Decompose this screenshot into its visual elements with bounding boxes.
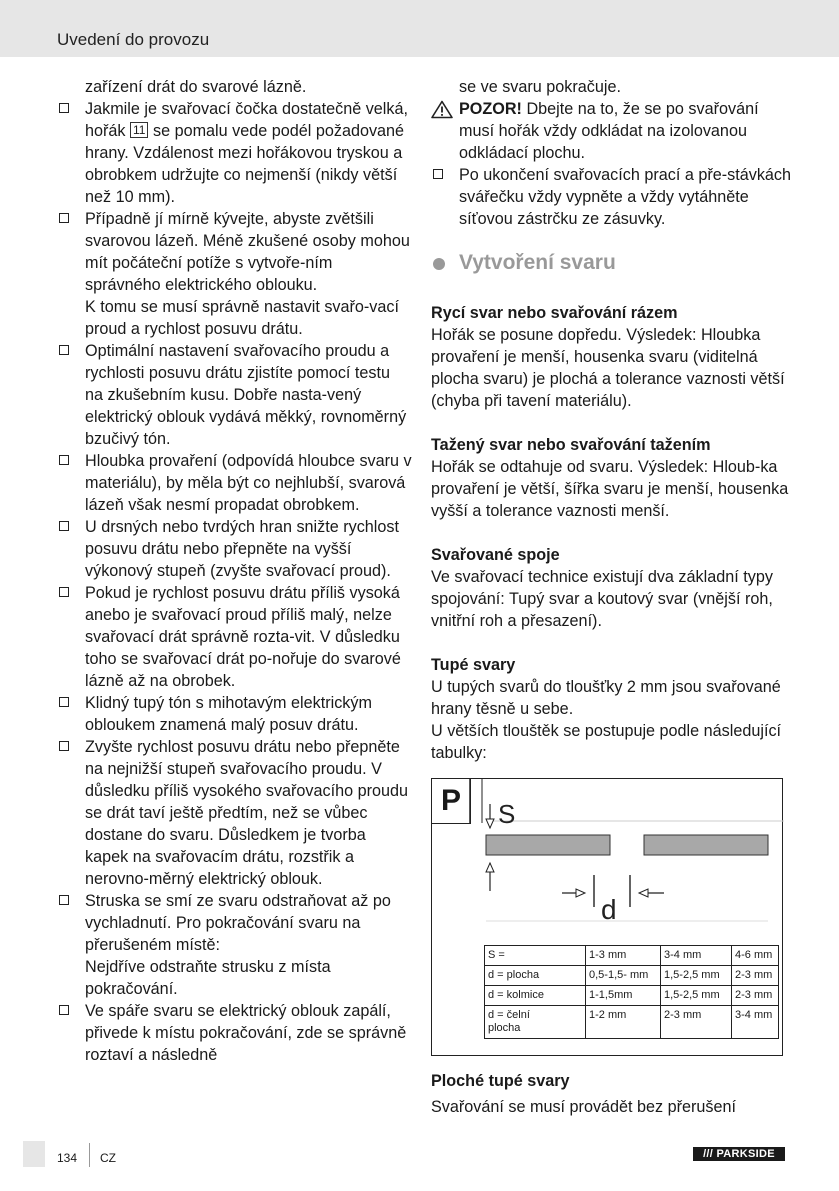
footer-tab-marker — [23, 1141, 45, 1167]
table-cell: 3-4 mm — [732, 1006, 779, 1039]
checkbox-bullet-icon — [433, 169, 443, 179]
butt-weld-figure — [431, 778, 783, 1056]
list-text: se pomalu vede podél požadované hrany. Vzdálenost mezi hořákovou tryskou a obrobkem udržujte co nejmenší (nikdy větší než 10 mm). — [85, 122, 405, 206]
table-cell: d = plocha — [485, 966, 586, 986]
thickness-label: S — [498, 799, 516, 829]
paragraph: U tupých svarů do tloušťky 2 mm jsou svařované hrany těsně u sebe. — [431, 678, 781, 718]
subheading: Tažený svar nebo svařování tažením — [431, 436, 711, 454]
gap-label: d — [601, 894, 617, 925]
checkbox-bullet-icon — [59, 521, 69, 531]
list-text: Jakmile je svařovací čočka dostatečně velká, hořák — [85, 100, 408, 140]
parkside-logo: /// PARKSIDE — [693, 1147, 785, 1161]
table-cell: 4-6 mm — [732, 946, 779, 966]
list-item — [57, 98, 412, 208]
paragraph: U větších tlouštěk se postupuje podle následující tabulky: — [431, 722, 782, 762]
list-item — [57, 340, 412, 450]
list-text: Klidný tupý tón s mihotavým elektrickým obloukem znamená malý posuv drátu. — [85, 694, 372, 734]
list-item — [57, 1000, 412, 1066]
checkbox-bullet-icon — [59, 345, 69, 355]
checkbox-bullet-icon — [59, 455, 69, 465]
warning-label: POZOR! — [459, 100, 522, 118]
checkbox-bullet-icon — [59, 103, 69, 113]
paragraph: Hořák se odtahuje od svaru. Výsledek: Hloub-ka provaření je větší, šířka svaru je menší, housenka vyšší a tolerance vaznosti menší. — [431, 458, 789, 520]
section-heading — [431, 250, 791, 280]
subheading: Rycí svar nebo svařování rázem — [431, 304, 678, 322]
table-cell: 1,5-2,5 mm — [661, 966, 732, 986]
right-plate — [644, 835, 768, 855]
paragraph: Hořák se posune dopředu. Výsledek: Hloubka provaření je menší, housenka svaru (viditelná plocha svaru) je plochá a tolerance vaznosti větší (chyba při tavení materiálu). — [431, 326, 785, 410]
subheading: Tupé svary — [431, 656, 516, 674]
page-header — [0, 0, 839, 57]
right-continuation: se ve svaru pokračuje. — [459, 78, 621, 96]
language-code: CZ — [100, 1151, 116, 1165]
subheading: Svařované spoje — [431, 546, 560, 564]
table-cell: d = čelní plocha — [485, 1006, 586, 1039]
left-column — [57, 76, 412, 1066]
warning-triangle-icon — [431, 100, 453, 119]
table-row — [485, 946, 779, 966]
weld-gap-diagram — [432, 779, 784, 949]
page-number: 134 — [57, 1151, 78, 1165]
part-reference: 11 — [130, 122, 148, 138]
list-item — [57, 890, 412, 1000]
list-text: K tomu se musí správně nastavit svařo-vací proud a rychlost posuvu drátu. — [85, 298, 399, 338]
list-text: Ve spáře svaru se elektrický oblouk zapálí, přivede k místu pokračování, zde se správně roztaví a následně — [85, 1002, 407, 1064]
paragraph: Svařování se musí provádět bez přerušení — [431, 1098, 737, 1116]
list-text: Optimální nastavení svařovacího proudu a rychlosti posuvu drátu zjistíte pomocí testu na zkušebním kusu. Dobře nasta-vený elektrický oblouk vydává měkký, rovnoměrný bzučivý tón. — [85, 342, 407, 448]
list-item — [57, 582, 412, 692]
checkbox-bullet-icon — [59, 213, 69, 223]
table-row — [485, 986, 779, 1006]
checkbox-bullet-icon — [59, 895, 69, 905]
table-cell: 2-3 mm — [661, 1006, 732, 1039]
list-item — [57, 692, 412, 736]
list-item — [57, 208, 412, 340]
table-cell: 2-3 mm — [732, 966, 779, 986]
weld-dimension-table — [484, 945, 779, 1039]
footer-divider — [89, 1143, 90, 1167]
figure-label: P — [432, 779, 471, 824]
paragraph: Ve svařovací technice existují dva základní typy spojování: Tupý svar a koutový svar (vnější roh, vnitřní roh a přesazení). — [431, 568, 773, 630]
bullet-dot-icon — [433, 258, 445, 270]
table-cell: 1,5-2,5 mm — [661, 986, 732, 1006]
table-cell: d = kolmice — [485, 986, 586, 1006]
list-text: U drsných nebo tvrdých hran snižte rychlost posuvu drátu nebo přepněte na vyšší výkonový stupeň (zvyšte svařovací proud). — [85, 518, 399, 580]
warning-text: Dbejte na to, že se po svařování musí hořák vždy odkládat na izolovanou odkládací plochu. — [459, 100, 759, 162]
table-cell: 2-3 mm — [732, 986, 779, 1006]
list-item — [57, 450, 412, 516]
list-text: Případně jí mírně kývejte, abyste zvětšili svarovou lázeň. Méně zkušené osoby mohou mít počáteční potíže s vytvoře-ním správného elektrického oblouku. — [85, 210, 410, 294]
checkbox-bullet-icon — [59, 741, 69, 751]
checkbox-bullet-icon — [59, 1005, 69, 1015]
section-title: Vytvoření svaru — [459, 251, 616, 274]
warning-note — [431, 98, 791, 164]
list-text: Struska se smí ze svaru odstraňovat až po vychladnutí. Pro pokračování svaru na přerušeném místě: — [85, 892, 391, 954]
table-cell: 1-3 mm — [586, 946, 661, 966]
left-intro: zařízení drát do svarové lázně. — [85, 78, 307, 96]
list-text: Po ukončení svařovacích prací a pře-stávkách svářečku vždy vypněte a vždy vytáhněte síťovou zástrčku ze zásuvky. — [459, 166, 792, 228]
subheading: Ploché tupé svary — [431, 1072, 570, 1090]
table-cell: 0,5-1,5- mm — [586, 966, 661, 986]
checkbox-bullet-icon — [59, 697, 69, 707]
table-cell: S = — [485, 946, 586, 966]
list-text: Hloubka provaření (odpovídá hloubce svaru v materiálu), by měla být co nejhlubší, svarová lázeň však nesmí propadat obrobkem. — [85, 452, 412, 514]
list-item — [57, 736, 412, 890]
table-row — [485, 966, 779, 986]
list-text: Zvyšte rychlost posuvu drátu nebo přepněte na nejnižší stupeň svařovacího proudu. V důsledku příliš vysokého svařovacího proudu se drát taví ještě předtím, než se vůbec dostane do svaru. Důsledkem je tvorba kapek na svařovacím drátu, rozstřik a nerovno-měrný elektrický oblouk. — [85, 738, 409, 888]
header-title: Uvedení do provozu — [57, 30, 210, 49]
table-row — [485, 1006, 779, 1039]
table-cell: 1-1,5mm — [586, 986, 661, 1006]
table-cell: 1-2 mm — [586, 1006, 661, 1039]
list-item — [57, 516, 412, 582]
list-item — [431, 164, 791, 230]
list-text: Pokud je rychlost posuvu drátu příliš vysoká anebo je svařovací proud příliš malý, nelze svařovací drát správně rozta-vit. V důsledku toho se svařovací drát po-nořuje do svarové lázně až na obrobek. — [85, 584, 401, 690]
right-column — [431, 76, 791, 1118]
table-cell: 3-4 mm — [661, 946, 732, 966]
checkbox-bullet-icon — [59, 587, 69, 597]
list-text: Nejdříve odstraňte strusku z místa pokračování. — [85, 958, 331, 998]
left-plate — [486, 835, 610, 855]
